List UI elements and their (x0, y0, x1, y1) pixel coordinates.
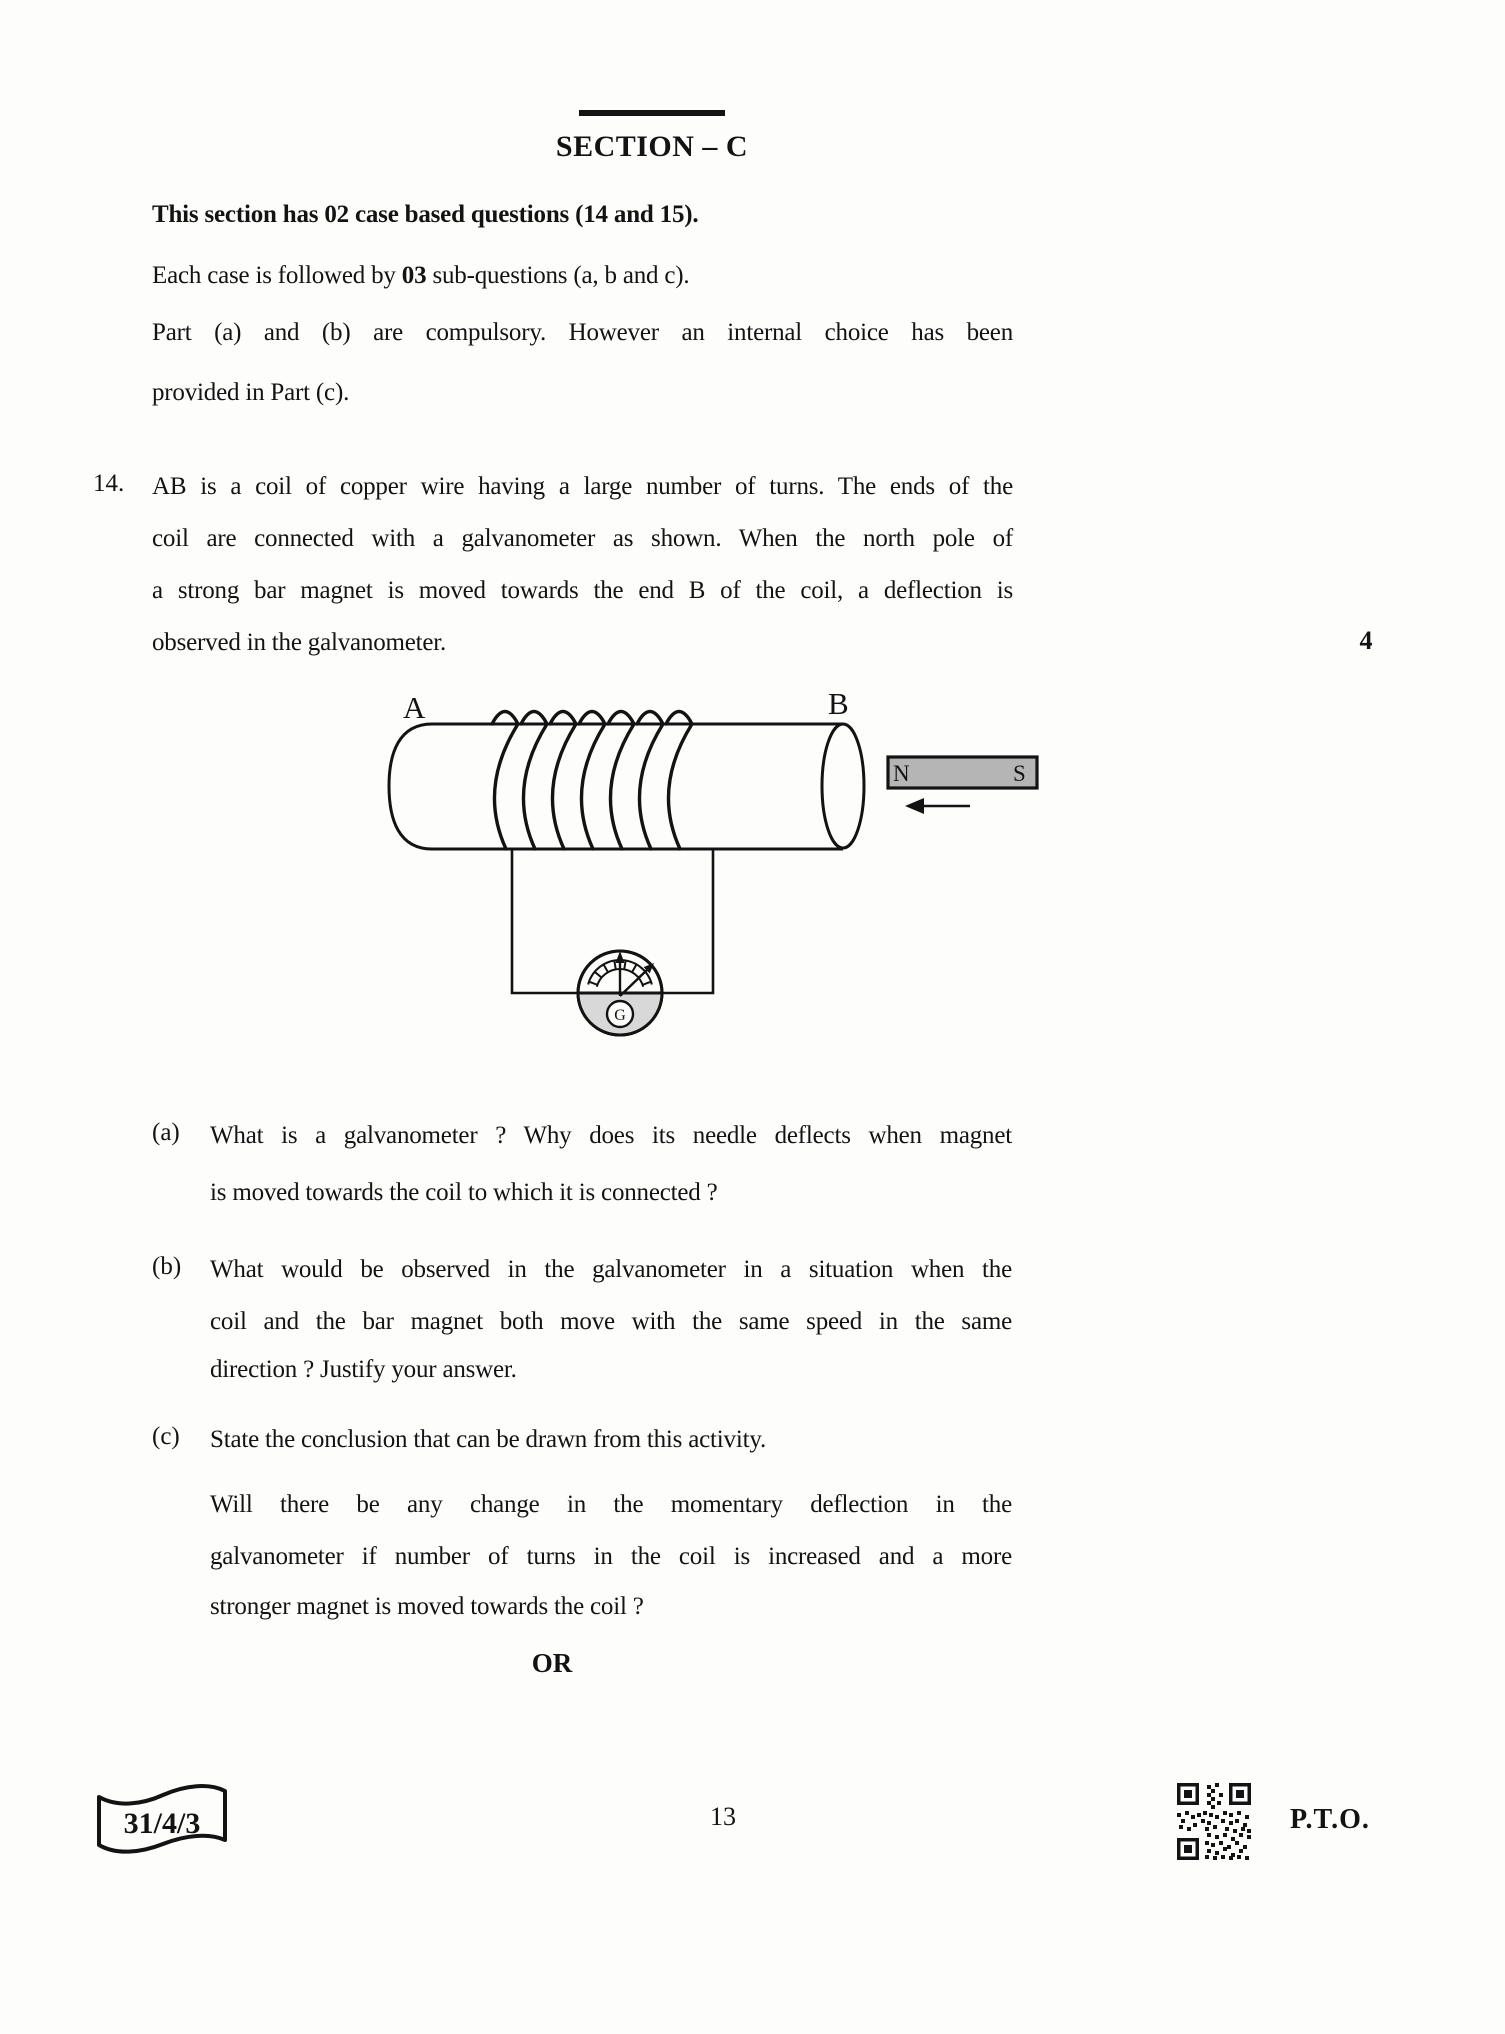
subquestion-c-line-4: stronger magnet is moved towards the coil ? (210, 1593, 644, 1620)
coil-windings (492, 712, 692, 850)
q14-line-4: observed in the galvanometer. (152, 629, 447, 656)
galvanometer (578, 951, 662, 1035)
magnet-motion-arrow (905, 798, 970, 814)
question-number: 14. (93, 470, 125, 497)
subquestion-a-line-1: What is a galvanometer ? Why does its needle deflects when magnet (210, 1122, 1012, 1149)
instruction-line-2-suffix: sub-questions (a, b and c). (426, 262, 690, 289)
subquestion-b-label: (b) (152, 1253, 182, 1280)
section-title: SECTION – C (555, 130, 749, 163)
heading-overline-rule (579, 110, 725, 116)
or-separator: OR (531, 1648, 573, 1678)
instruction-line-2 (152, 259, 1013, 293)
subquestion-c-label: (c) (152, 1423, 180, 1450)
section-heading (402, 110, 902, 164)
magnet-south-pole-label: S (1013, 761, 1026, 786)
instruction-line-4: provided in Part (c). (152, 379, 350, 406)
paper-code: 31/4/3 (123, 1807, 201, 1840)
qr-code (1177, 1783, 1251, 1860)
subquestion-a-line-2: is moved towards the coil to which it is connected ? (210, 1179, 718, 1206)
magnet-north-pole-label: N (893, 761, 910, 786)
subquestion-b-line-3: direction ? Justify your answer. (210, 1356, 517, 1383)
coil-end-b-label: B (828, 686, 849, 721)
induction-experiment-diagram (370, 670, 1070, 1065)
subquestion-c-line-1: State the conclusion that can be drawn from this activity. (210, 1426, 767, 1453)
instruction-line-1: This section has 02 case based questions (14 and 15). (152, 201, 699, 228)
subquestion-c-line-2: Will there be any change in the momentary deflection in the (210, 1491, 1012, 1518)
subquestion-b-line-2: coil and the bar magnet both move with the same speed in the same (210, 1308, 1012, 1335)
subquestion-a-label: (a) (152, 1119, 180, 1146)
page-number: 13 (710, 1802, 736, 1831)
subquestion-b-line-1: What would be observed in the galvanometer in a situation when the (210, 1256, 1012, 1283)
coil-open-end (822, 724, 864, 848)
instruction-line-2-prefix: Each case is followed by (152, 262, 402, 289)
paper-code-flag (85, 1772, 240, 1867)
q14-line-2: coil are connected with a galvanometer as shown. When the north pole of (152, 525, 1013, 552)
pto-label: P.T.O. (1290, 1804, 1370, 1835)
instruction-line-3: Part (a) and (b) are compulsory. However an internal choice has been (152, 319, 1013, 346)
subquestion-c-line-3: galvanometer if number of turns in the coil is increased and a more (210, 1543, 1012, 1570)
galvanometer-g-label: G (614, 1007, 626, 1024)
bar-magnet (888, 757, 1037, 788)
coil-end-a-label: A (403, 690, 426, 725)
instruction-line-2-number: 03 (401, 262, 427, 289)
marks-value: 4 (1359, 626, 1373, 655)
q14-line-3: a strong bar magnet is moved towards the end B of the coil, a deflection is (152, 577, 1013, 604)
q14-line-1: AB is a coil of copper wire having a large number of turns. The ends of the (152, 473, 1013, 500)
